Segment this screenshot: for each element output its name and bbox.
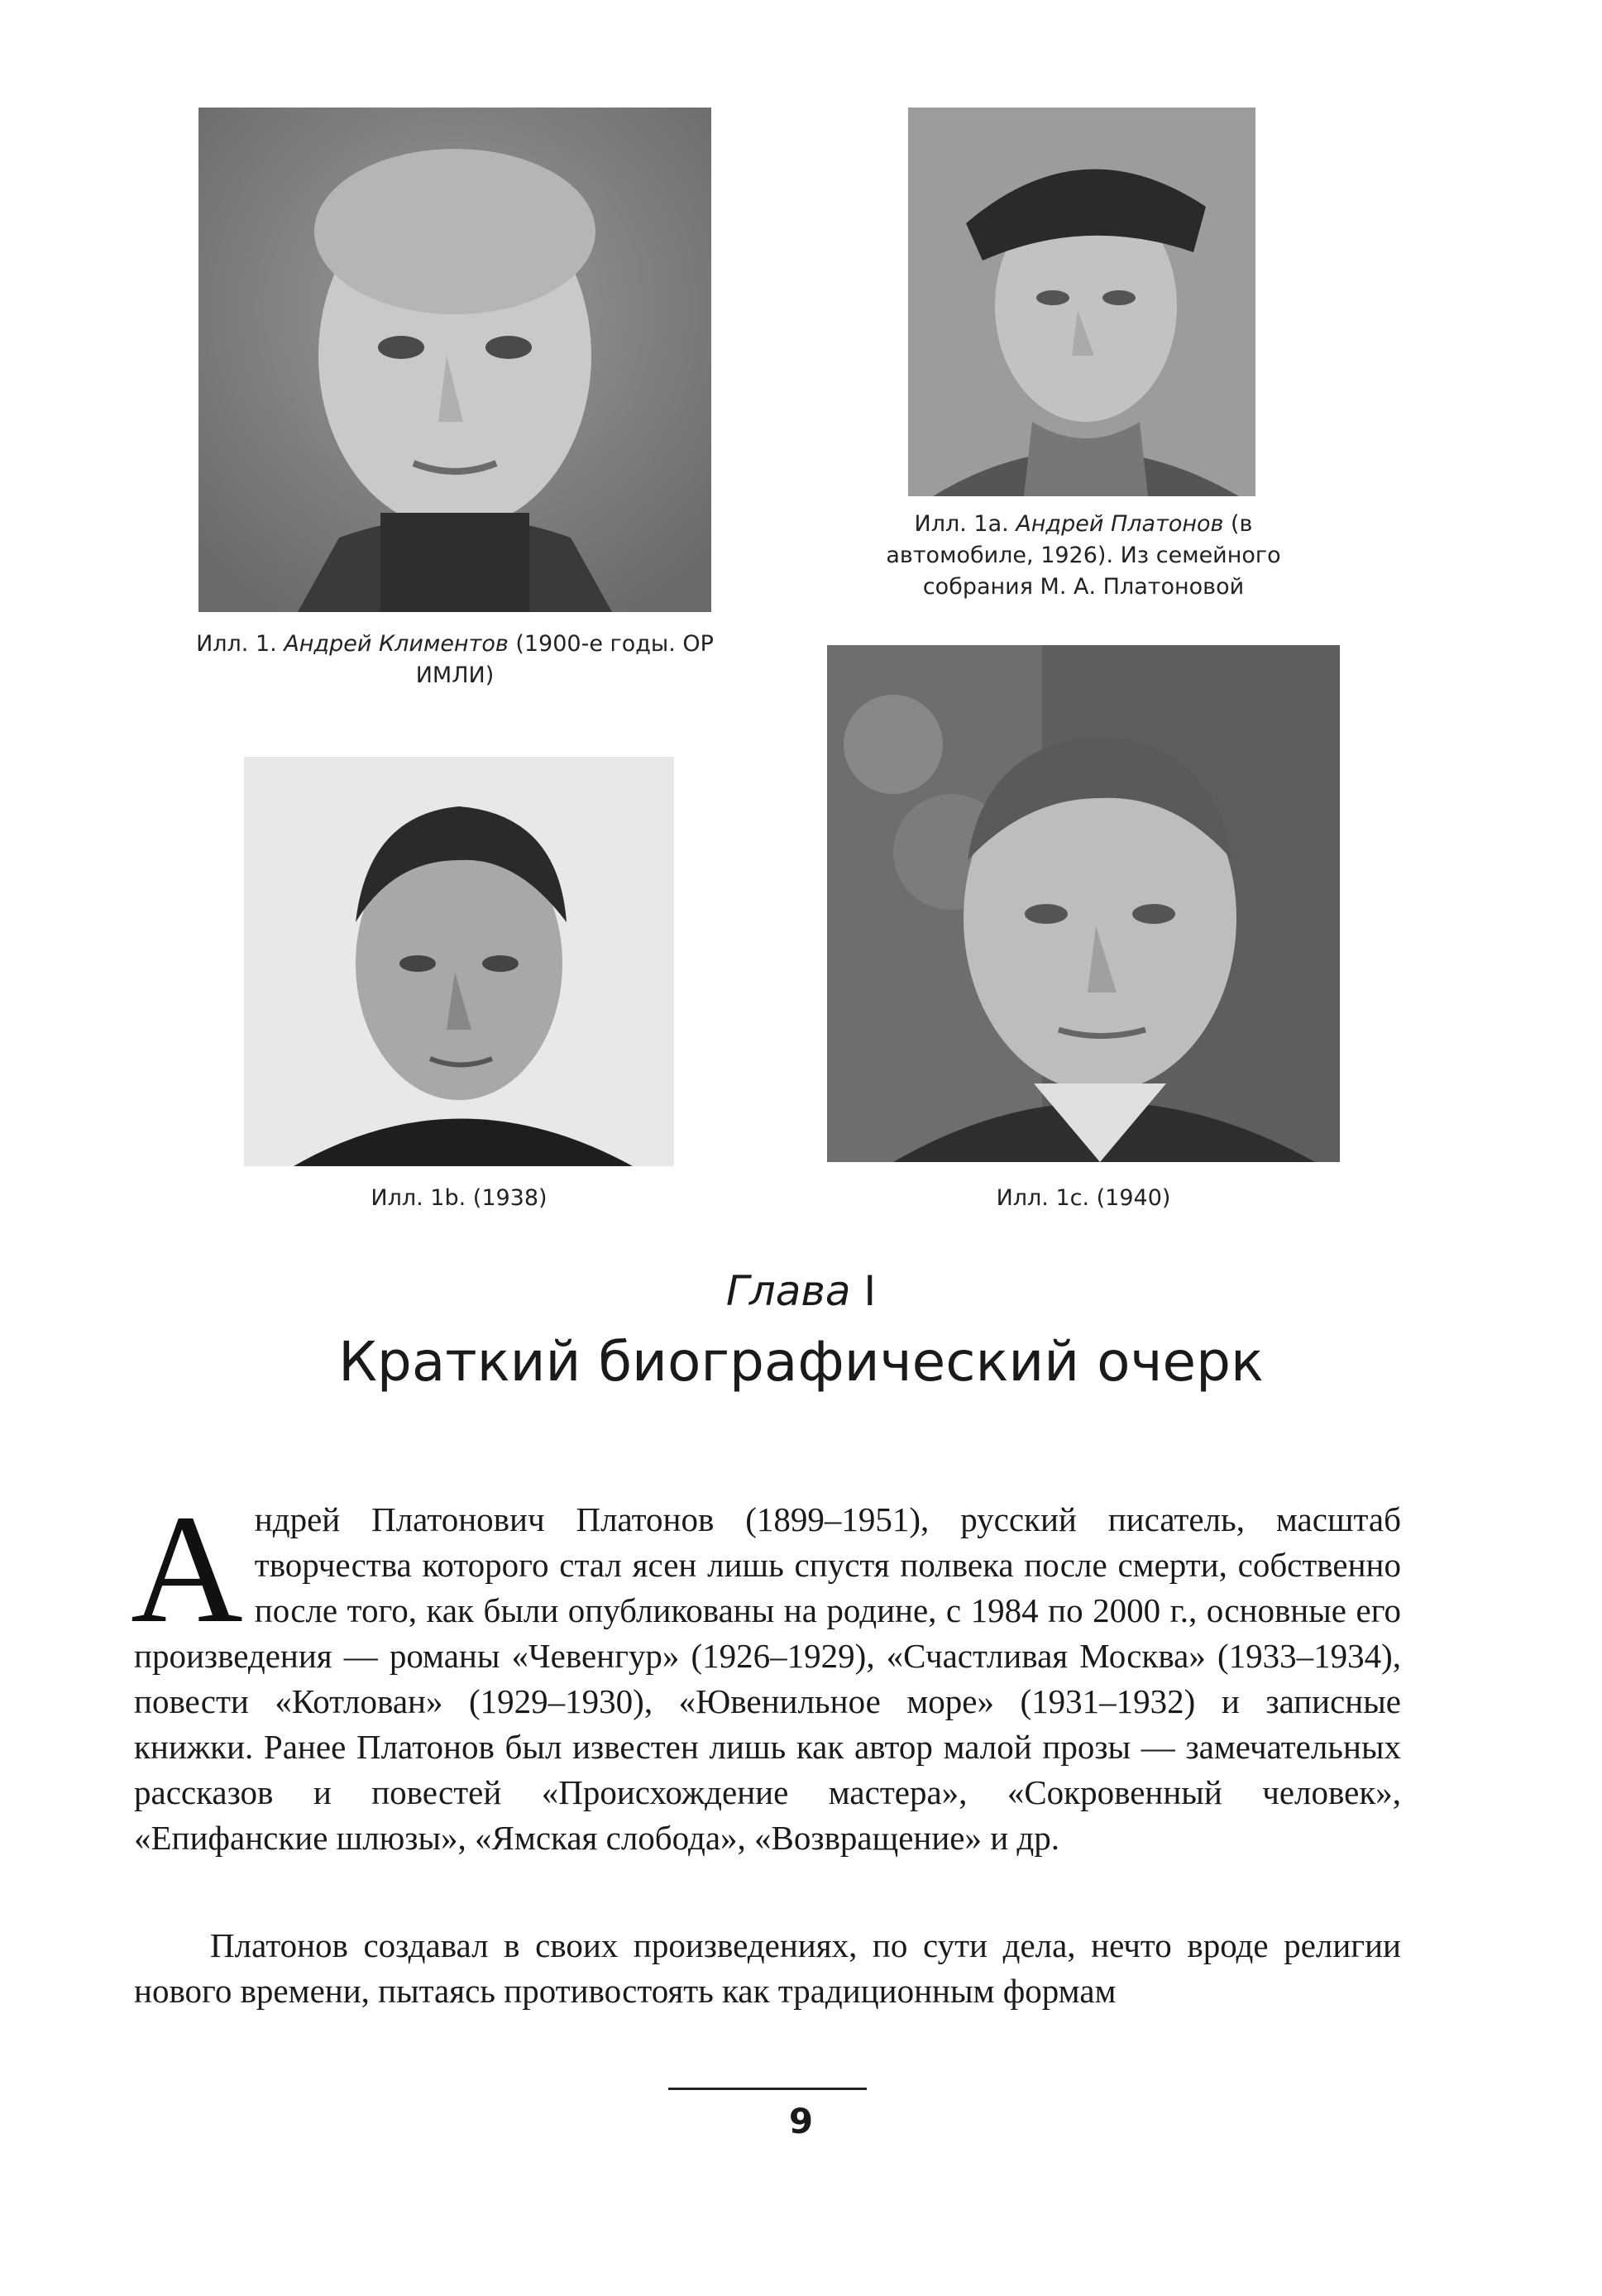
- portrait-cap-image: [908, 108, 1255, 496]
- caption-ill-1a: [860, 509, 1307, 603]
- caption-label: Илл. 1b.: [371, 1185, 466, 1211]
- caption-ill-1c: [827, 1183, 1340, 1214]
- chapter-title: Краткий биографический очерк: [338, 1330, 1264, 1394]
- caption-label: Илл. 1.: [196, 631, 277, 657]
- paragraph-1: [131, 1482, 1401, 1861]
- footer-divider: [668, 2088, 867, 2090]
- caption-label: Илл. 1c.: [996, 1185, 1090, 1211]
- chapter-number: I: [863, 1267, 877, 1315]
- portrait-1940-image: [827, 645, 1340, 1162]
- portrait-boy-image: [198, 108, 711, 612]
- drop-cap: А: [131, 1482, 243, 1655]
- photo-ill-1a: [908, 108, 1255, 496]
- caption-ill-1b: [244, 1183, 674, 1214]
- page-number: 9: [788, 2101, 814, 2141]
- caption-ill-1: [165, 629, 744, 691]
- photo-ill-1c: [827, 645, 1340, 1162]
- chapter-label: [0, 1265, 1602, 1317]
- portrait-1938-image: [244, 757, 674, 1166]
- caption-rest: (1940): [1096, 1185, 1171, 1211]
- photo-ill-1: [198, 108, 711, 612]
- caption-label: Илл. 1а.: [914, 511, 1009, 537]
- photo-ill-1b: [244, 757, 674, 1166]
- caption-rest: (в автомобиле, 1926). Из семейного собрания М. А. Платоновой: [886, 511, 1281, 600]
- paragraph-2: Платонов создавал в своих произведениях, по сути дела, нечто вроде религии нового времени, пытаясь противостоять как традиционным формам: [134, 1926, 1401, 2010]
- caption-name: Андрей Платонов: [1016, 511, 1224, 537]
- paragraph-1-text: ндрей Платонович Платонов (1899–1951), русский писатель, масштаб творчества которого стал ясен лишь спустя полвека после смерти, собственно после того, как были опубликованы на родине, с 1984 по 2000 г., основные его произведения — романы «Чевенгур» (1926–1929), «Счастливая Москва» (1933–1934), повести «Котлован» (1929–1930), «Ювенильное море» (1931–1932) и записные книжки. Ранее Платонов был известен лишь как автор малой прозы — замечательных рассказов и повестей «Происхождение мастера», «Сокровенный человек», «Епифанские шлюзы», «Ямская слобода», «Возвращение» и др.: [134, 1500, 1401, 1857]
- chapter-word: Глава: [725, 1267, 851, 1315]
- caption-rest: (1938): [472, 1185, 548, 1211]
- caption-name: Андрей Климентов: [284, 631, 509, 657]
- caption-rest: (1900-е годы. ОР ИМЛИ): [415, 631, 714, 688]
